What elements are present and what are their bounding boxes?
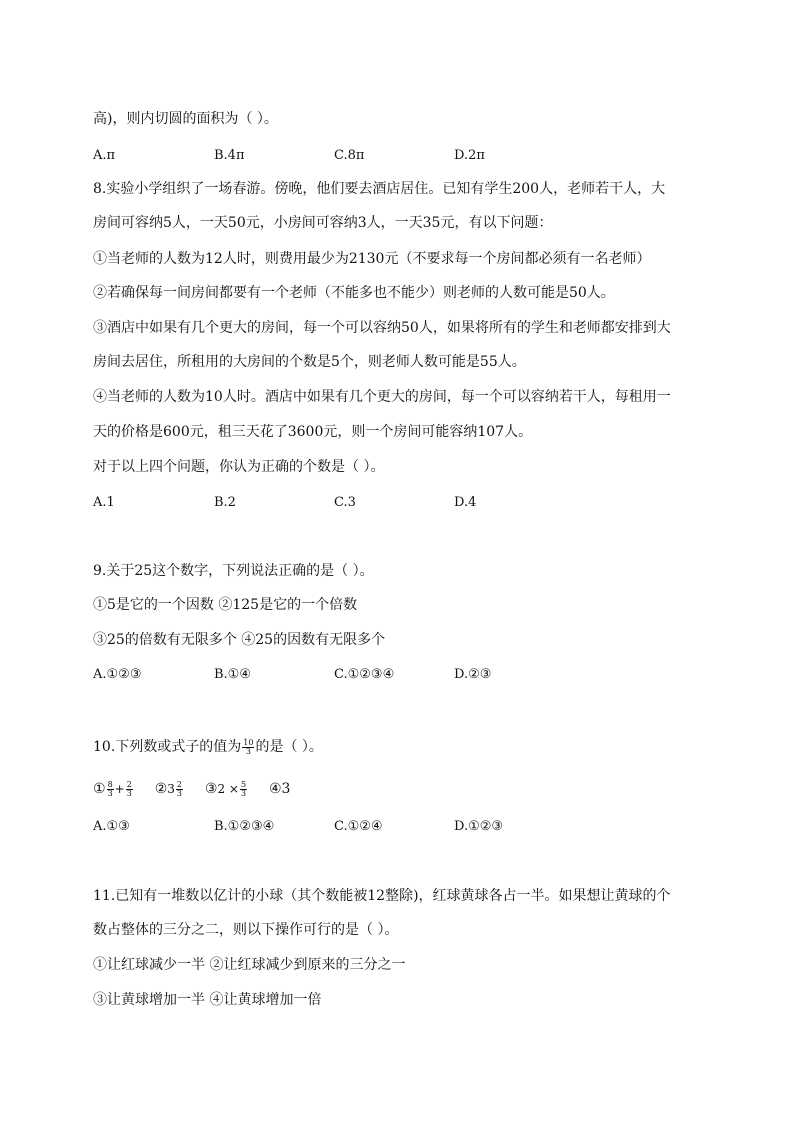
q9-items-row2: ③25的倍数有无限多个 ④25的因数有无限多个: [93, 632, 386, 648]
q10-option-d: D.①②③: [454, 819, 504, 834]
q10-option-a: A.①③: [93, 819, 130, 834]
q11-stem-line2: 数占整体的三分之二，则以下操作可行的是（ ）。: [93, 922, 399, 938]
q8-item-1: ①当老师的人数为12人时，则费用最少为2130元（不要求每一个房间都必须有一名老师）: [93, 251, 651, 267]
q8-option-b: B.2: [214, 495, 236, 510]
q7-stem-tail: 高)，则内切圆的面积为（ ）。: [93, 111, 278, 127]
q8-question: 对于以上四个问题，你认为正确的个数是（ ）。: [93, 459, 385, 475]
q8-option-a: A.1: [93, 495, 115, 510]
q10-option-c: C.①②④: [334, 819, 383, 834]
q9-option-a: A.①②③: [93, 667, 142, 682]
q8-option-c: C.3: [334, 495, 356, 510]
q9-option-d: D.②③: [454, 667, 492, 682]
q10-item-1: ① $\frac{8}{3}$ + $\frac{2}{3}$: [93, 779, 132, 798]
q11-items-row1: ①让红球减少一半 ②让红球减少到原来的三分之一: [93, 957, 406, 973]
q10-option-b: B.①②③④: [214, 819, 275, 834]
q10-stem-fraction: $\frac{10}{3}$: [243, 737, 254, 756]
q8-item-3-line2: 房间去居住，所租用的大房间的个数是5个，则老师人数可能是55人。: [93, 354, 526, 370]
q9-stem: 9.关于25这个数字，下列说法正确的是（ ）。: [93, 563, 374, 579]
q8-item-2: ②若确保每一间房间都要有一个老师（不能多也不能少）则老师的人数可能是50人。: [93, 285, 615, 301]
q9-option-b: B.①④: [214, 667, 251, 682]
q10-item-2: ②3 $\frac{2}{3}$: [154, 779, 183, 798]
q9-option-c: C.①②③④: [334, 667, 395, 682]
q11-stem-line1: 11.已知有一堆数以亿计的小球（其个数能被12整除)，红球黄球各占一半。如果想让黄球的个: [93, 888, 671, 904]
q10-stem-prefix: 10.下列数或式子的值为: [93, 739, 242, 755]
q10-items-row: [93, 780, 290, 798]
q10-stem-suffix: 的是（ ）。: [255, 739, 323, 755]
q10-item-4: ④3: [269, 781, 291, 797]
q11-items-row2: ③让黄球增加一半 ④让黄球增加一倍: [93, 992, 322, 1008]
q8-item-4-line2: 天的价格是600元，租三天花了3600元，则一个房间可能容纳107人。: [93, 424, 533, 440]
q8-item-3-line1: ③酒店中如果有几个更大的房间，每一个可以容纳50人，如果将所有的学生和老师都安排到大: [93, 320, 671, 336]
q8-stem-line2: 房间可容纳5人，一天50元，小房间可容纳3人，一天35元，有以下问题：: [93, 215, 553, 231]
q8-option-d: D.4: [454, 495, 477, 510]
q8-item-4-line1: ④当老师的人数为10人时。酒店中如果有几个更大的房间，每一个可以容纳若干人，每租用一: [93, 389, 671, 405]
q10-stem: [93, 738, 323, 756]
q8-stem-line1: 8.实验小学组织了一场春游。傍晚，他们要去酒店居住。已知有学生200人，老师若干人，大: [93, 181, 666, 197]
q7-option-a: A.π: [93, 148, 116, 163]
q7-option-d: D.2π: [454, 148, 485, 163]
q9-items-row1: ①5是它的一个因数 ②125是它的一个倍数: [93, 597, 358, 613]
q7-option-b: B.4π: [214, 148, 245, 163]
q10-item-3: ③2 × $\frac{5}{3}$: [204, 779, 247, 798]
q7-option-c: C.8π: [334, 148, 365, 163]
